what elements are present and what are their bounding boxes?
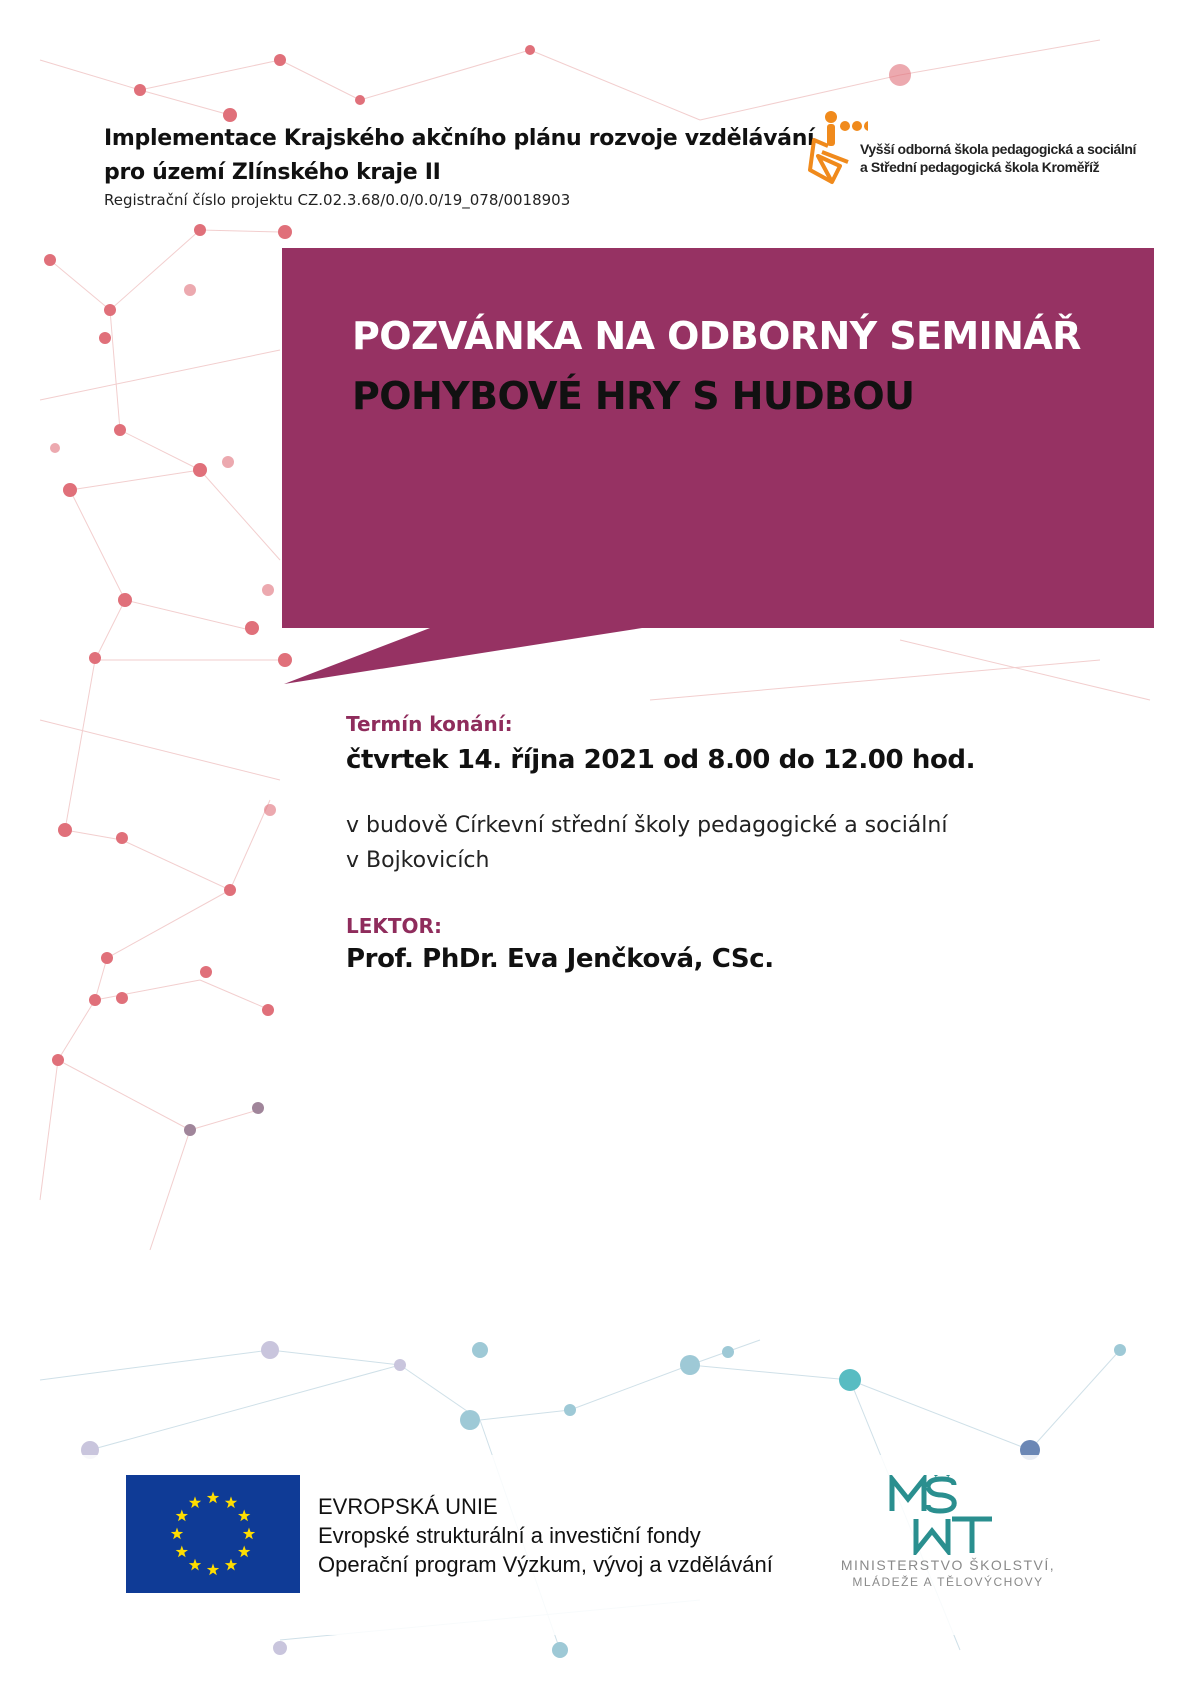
eu-line3: Operační program Výzkum, vývoj a vzdělávání: [318, 1552, 773, 1577]
seminar-heading: [352, 306, 1081, 426]
project-title-line2: pro území Zlínského kraje II: [104, 160, 441, 185]
ministry-line1: MINISTERSTVO ŠKOLSTVÍ,: [840, 1557, 1056, 1573]
registration-number: Registrační číslo projektu CZ.02.3.68/0.0/0.0/19_078/0018903: [104, 191, 571, 209]
eu-line2: Evropské strukturální a investiční fondy: [318, 1523, 701, 1548]
project-title-line1: Implementace Krajského akčního plánu rozvoje vzdělávání: [104, 126, 815, 151]
msmt-logo-icon: [888, 1475, 1008, 1555]
school-name-line2: a Střední pedagogická škola Kroměříž: [860, 159, 1100, 175]
ministry-logo: [828, 1475, 1088, 1595]
school-name-line1: Vyšší odborná škola pedagogická a sociální: [860, 141, 1137, 157]
invitation-title: POZVÁNKA NA ODBORNÝ SEMINÁŘ: [352, 314, 1081, 358]
eu-line1: EVROPSKÁ UNIE: [318, 1494, 498, 1519]
ministry-line2: MLÁDEŽE A TĚLOVÝCHOVY: [852, 1575, 1044, 1589]
lector-name: Prof. PhDr. Eva Jenčková, CSc.: [346, 944, 774, 974]
venue-line1: v budově Církevní střední školy pedagogické a sociální: [346, 813, 948, 838]
seminar-title: POHYBOVÉ HRY S HUDBOU: [352, 374, 915, 418]
venue-line2: v Bojkovicích: [346, 848, 490, 873]
eu-funding-text: [318, 1492, 773, 1579]
date-value: čtvrtek 14. října 2021 od 8.00 do 12.00 hod.: [346, 745, 976, 775]
date-label: Termín konání:: [346, 712, 513, 736]
venue: [346, 808, 947, 878]
lector-label: LEKTOR:: [346, 914, 442, 938]
eu-flag-icon: [126, 1475, 300, 1593]
